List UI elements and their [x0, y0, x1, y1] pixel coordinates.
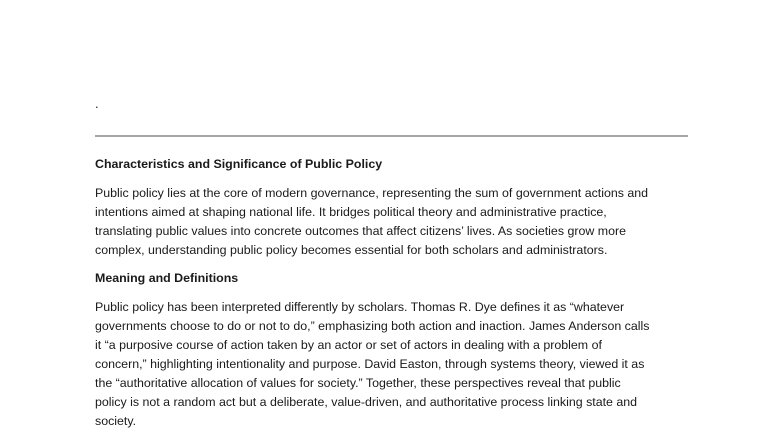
section-heading-meaning: Meaning and Definitions [95, 271, 239, 285]
paragraph-characteristics [95, 184, 695, 260]
document-body [95, 155, 695, 440]
paragraph-line: Public policy has been interpreted differently by scholars. Thomas R. Dye defines it as “whatever [95, 300, 625, 314]
paragraph-line: concern,” highlighting intentionality and purpose. David Easton, through systems theory, viewed it as [95, 357, 645, 371]
horizontal-divider [95, 135, 688, 137]
paragraph-line: the “authoritative allocation of values for society.” Together, these perspectives reveal that public [95, 376, 621, 390]
paragraph-line: intentions aimed at shaping national life. It bridges political theory and administrative practice, [95, 205, 607, 219]
paragraph-line: it “a purposive course of action taken by an actor or set of actors in dealing with a problem of [95, 338, 602, 352]
paragraph-line: complex, understanding public policy becomes essential for both scholars and administrators. [95, 243, 608, 257]
paragraph-line: society. [95, 414, 137, 428]
paragraph-line: translating public values into concrete outcomes that affect citizens’ lives. As societies grow more [95, 224, 626, 238]
stray-period-marker: . [95, 96, 99, 111]
paragraph-line: policy is not a random act but a deliberate, value-driven, and authoritative process linking state and [95, 395, 638, 409]
paragraph-line: Public policy lies at the core of modern governance, representing the sum of government actions and [95, 186, 649, 200]
paragraph-line: governments choose to do or not to do,” emphasizing both action and inaction. James Anderson calls [95, 319, 650, 333]
paragraph-meaning [95, 298, 695, 431]
section-heading-characteristics: Characteristics and Significance of Public Policy [95, 157, 383, 171]
